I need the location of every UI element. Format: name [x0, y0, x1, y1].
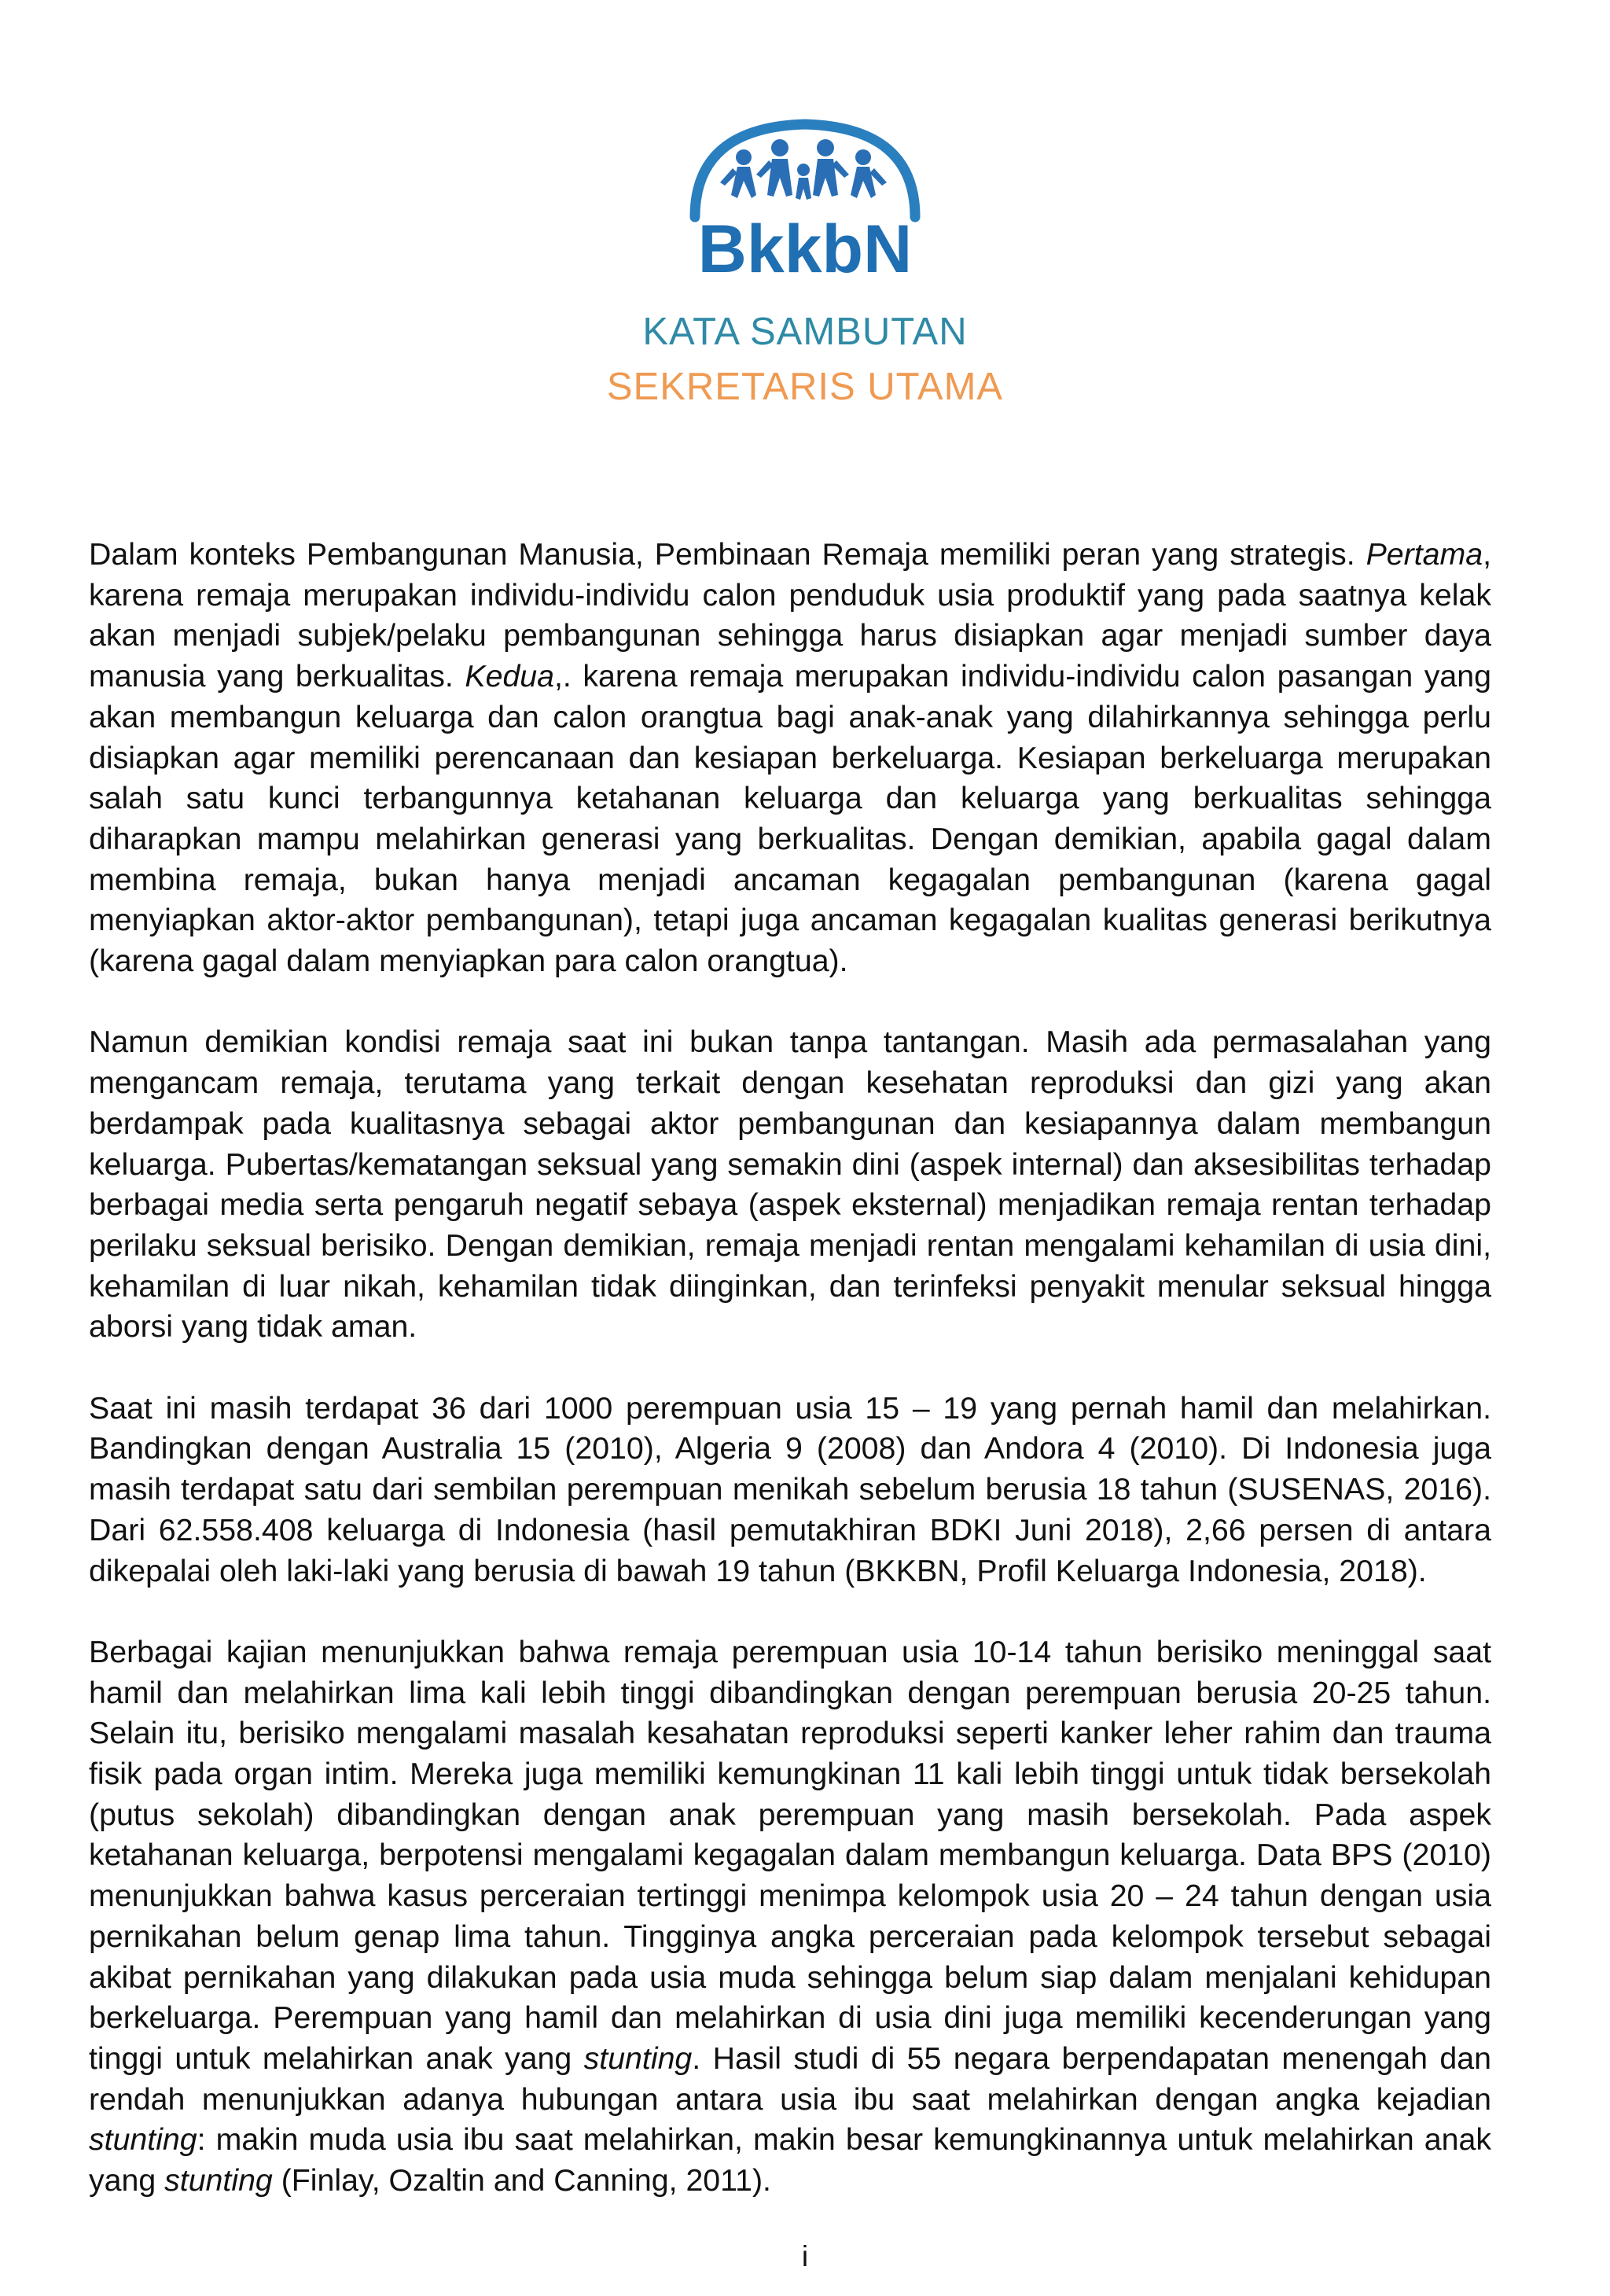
- bkkbn-logo-graphic: [681, 116, 929, 281]
- document-title: KATA SAMBUTAN: [642, 311, 968, 353]
- paragraph-1: Dalam konteks Pembangunan Manusia, Pembinaan Remaja memiliki peran yang strategis. Pertama, karena remaja merupakan individu-individu calon penduduk usia produktif yang pada saatnya kelak akan menjadi subjek/pelaku pembangunan sehingga harus disiapkan agar menjadi sumber daya manusia yang berkualitas. Kedua,. karena remaja merupakan individu-individu calon pasangan yang akan membangun keluarga dan calon orangtua bagi anak-anak yang dilahirkannya sehingga perlu disiapkan agar memiliki perencanaan dan kesiapan berkeluarga. Kesiapan berkeluarga merupakan salah satu kunci terbangunnya ketahanan keluarga dan keluarga yang berkualitas sehingga diharapkan mampu melahirkan generasi yang berkualitas. Dengan demikian, apabila gagal dalam membina remaja, bukan hanya menjadi ancaman kegagalan pembangunan (karena gagal menyiapkan aktor-aktor pembangunan), tetapi juga ancaman kegagalan kualitas generasi berikutnya (karena gagal dalam menyiapkan para calon orangtua).: [89, 537, 1491, 979]
- document-subtitle: SEKRETARIS UTAMA: [606, 366, 1004, 408]
- bkkbn-logo-wordmark: BkkbN: [697, 212, 913, 281]
- page-number: i: [801, 2240, 809, 2272]
- bkkbn-logo: [681, 116, 929, 281]
- paragraph-2: Namun demikian kondisi remaja saat ini bukan tanpa tantangan. Masih ada permasalahan yang mengancam remaja, terutama yang terkait dengan kesehatan reproduksi dan gizi yang akan berdampak pada kualitasnya sebagai aktor pembangunan dan kesiapannya dalam membangun keluarga. Pubertas/kematangan seksual yang semakin dini (aspek internal) dan aksesibilitas terhadap berbagai media serta pengaruh negatif sebaya (aspek eksternal) menjadikan remaja rentan terhadap perilaku seksual berisiko. Dengan demikian, remaja menjadi rentan mengalami kehamilan di usia dini, kehamilan di luar nikah, kehamilan tidak diinginkan, dan terinfeksi penyakit menular seksual hingga aborsi yang tidak aman.: [89, 1025, 1491, 1345]
- paragraph-4: Berbagai kajian menunjukkan bahwa remaja perempuan usia 10-14 tahun berisiko meninggal saat hamil dan melahirkan lima kali lebih tinggi dibandingkan dengan perempuan berusia 20-25 tahun. Selain itu, berisiko mengalami masalah kesahatan reproduksi seperti kanker leher rahim dan trauma fisik pada organ intim. Mereka juga memiliki kemungkinan 11 kali lebih tinggi untuk tidak bersekolah (putus sekolah) dibandingkan dengan anak perempuan yang masih bersekolah. Pada aspek ketahanan keluarga, berpotensi mengalami kegagalan dalam membangun keluarga. Data BPS (2010) menunjukkan bahwa kasus perceraian tertinggi menimpa kelompok usia 20 – 24 tahun dengan usia pernikahan belum genap lima tahun. Tingginya angka perceraian pada kelompok tersebut sebagai akibat pernikahan yang dilakukan pada usia muda sehingga belum siap dalam menjalani kehidupan berkeluarga. Perempuan yang hamil dan melahirkan di usia dini juga memiliki kecenderungan yang tinggi untuk melahirkan anak yang stunting. Hasil studi di 55 negara berpendapatan menengah dan rendah menunjukkan adanya hubungan antara usia ibu saat melahirkan dengan angka kejadian stunting: makin muda usia ibu saat melahirkan, makin besar kemungkinannya untuk melahirkan anak yang stunting (Finlay, Ozaltin and Canning, 2011).: [89, 1634, 1491, 2198]
- paragraph-3: Saat ini masih terdapat 36 dari 1000 perempuan usia 15 – 19 yang pernah hamil dan melahirkan. Bandingkan dengan Australia 15 (2010), Algeria 9 (2008) dan Andora 4 (2010). Di Indonesia juga masih terdapat satu dari sembilan perempuan menikah sebelum berusia 18 tahun (SUSENAS, 2016). Dari 62.558.408 keluarga di Indonesia (hasil pemutakhiran BDKI Juni 2018), 2,66 persen di antara dikepalai oleh laki-laki yang berusia di bawah 19 tahun (BKKBN, Profil Keluarga Indonesia, 2018).: [89, 1390, 1491, 1588]
- body-text: [89, 535, 1491, 2242]
